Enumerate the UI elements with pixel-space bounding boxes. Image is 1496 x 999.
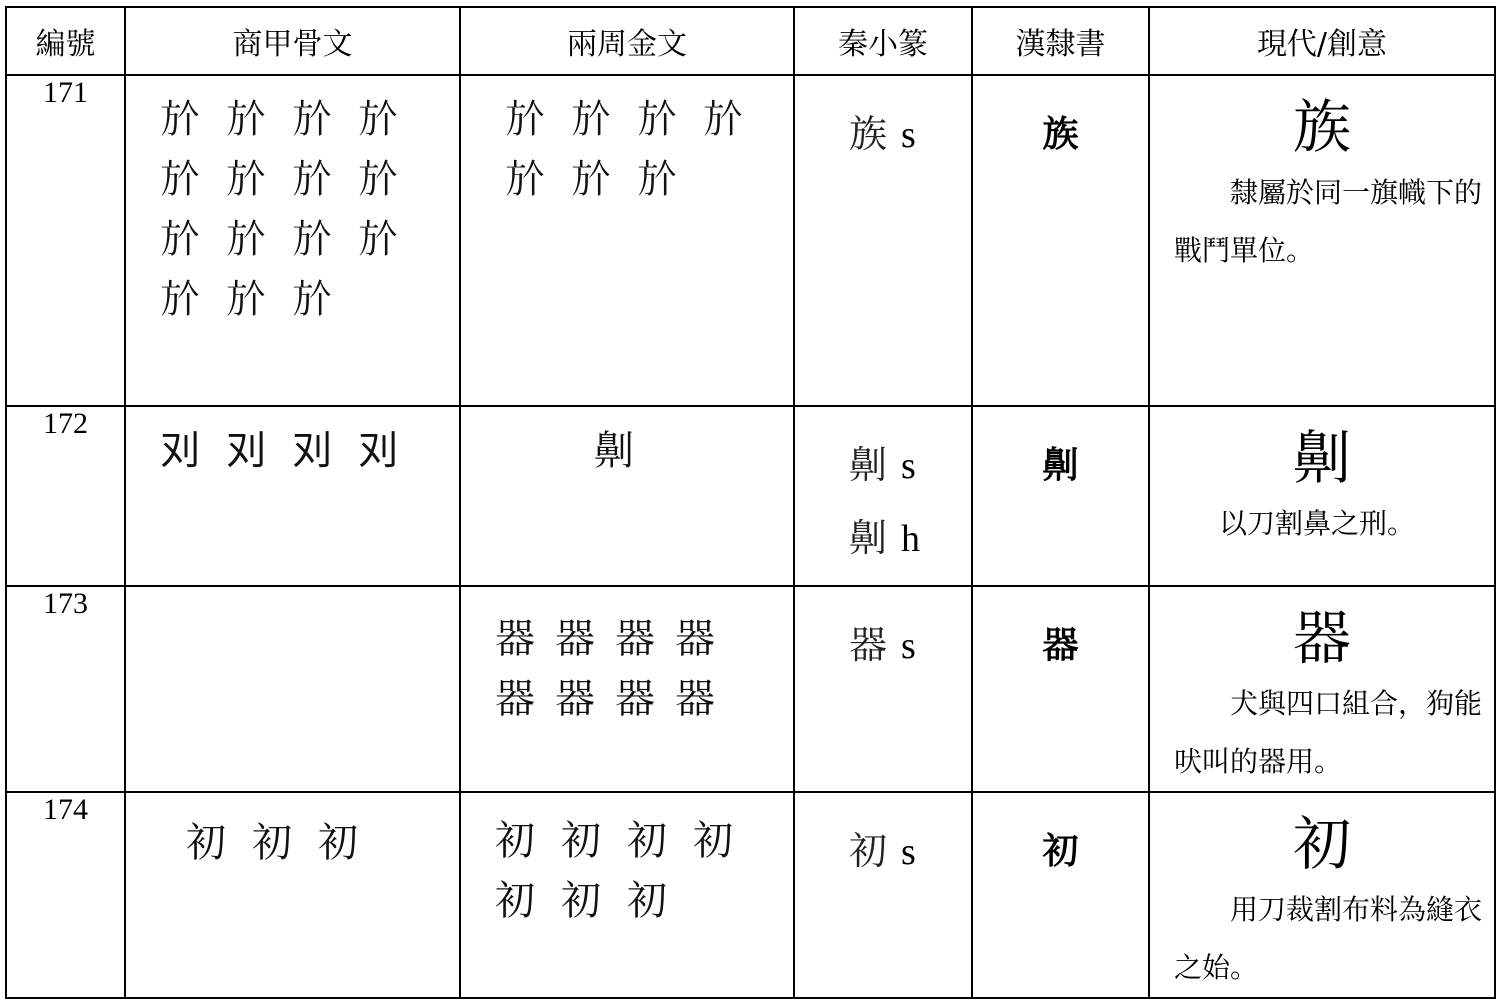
table-row [6,406,1495,586]
modern-character: 器 [1292,604,1351,672]
modern-cell [1149,406,1495,586]
clerical-cell [972,75,1149,406]
entry-number: 171 [6,75,125,406]
seal-form [849,502,971,575]
header-seal: 秦小篆 [794,7,972,75]
table-row [6,586,1495,792]
entry-number: 174 [6,792,125,998]
clerical-glyph: 劓 [1042,445,1079,486]
header-clerical: 漢隸書 [972,7,1149,75]
modern-character: 初 [1292,810,1351,878]
clerical-cell [972,586,1149,792]
seal-tag: h [901,518,921,560]
modern-cell [1149,792,1495,998]
modern-cell [1149,586,1495,792]
bronze-glyphs: 𣃘𣃘𣃘𣃘𣃘𣃘𣃘 [505,97,769,203]
bronze-cell [460,586,794,792]
seal-tag: s [901,114,916,156]
header-modern: 現代/創意 [1149,7,1495,75]
seal-cell [794,792,972,998]
modern-description: 以刀割鼻之刑。 [1218,507,1415,540]
clerical-glyph: 器 [1042,625,1079,666]
bronze-cell [460,792,794,998]
seal-tag: s [901,831,916,873]
clerical-cell [972,406,1149,586]
seal-form [849,98,971,171]
modern-description: 犬與四口組合，狗能吠叫的器用。 [1174,687,1483,778]
bronze-glyphs: 劓 [594,428,660,474]
oracle-glyphs [126,587,459,601]
seal-glyph: 族 [849,112,888,156]
bronze-glyphs: 初初初初初初初 [495,818,759,924]
oracle-cell [125,75,460,406]
seal-tag: s [901,625,916,667]
seal-glyph: 器 [849,623,888,667]
seal-form [849,609,971,682]
seal-glyph: 初 [849,829,888,873]
modern-character: 族 [1292,93,1351,161]
entry-number: 173 [6,586,125,792]
clerical-glyph: 族 [1042,114,1079,155]
clerical-glyph: 初 [1042,831,1079,872]
oracle-glyphs: 𠚫𠚫𠚫𠚫 [160,428,424,474]
table-row [6,792,1495,998]
seal-cell [794,406,972,586]
header-id: 編號 [6,7,125,75]
oracle-cell [125,586,460,792]
header-oracle: 商甲骨文 [125,7,460,75]
seal-cell [794,75,972,406]
bronze-cell [460,75,794,406]
modern-description: 用刀裁割布料為縫衣之始。 [1174,893,1483,984]
seal-glyph: 劓 [849,516,888,560]
seal-tag: s [901,445,916,487]
modern-cell [1149,75,1495,406]
entry-number: 172 [6,406,125,586]
character-evolution-table [5,6,1496,999]
header-row [6,7,1495,75]
bronze-glyphs: 器器器器器器器器 [495,616,735,722]
seal-form [849,429,971,502]
oracle-glyphs: 𣃘𣃘𣃘𣃘𣃘𣃘𣃘𣃘𣃘𣃘𣃘𣃘𣃘𣃘𣃘 [160,97,424,323]
clerical-cell [972,792,1149,998]
header-bronze: 兩周金文 [460,7,794,75]
seal-form [849,815,971,888]
modern-character: 劓 [1292,424,1351,492]
modern-description: 隸屬於同一旗幟下的戰鬥單位。 [1174,176,1483,267]
bronze-cell [460,406,794,586]
seal-cell [794,586,972,792]
oracle-cell [125,792,460,998]
seal-glyph: 劓 [849,443,888,487]
table-row [6,75,1495,406]
oracle-cell [125,406,460,586]
oracle-glyphs: 初初初 [186,820,384,866]
